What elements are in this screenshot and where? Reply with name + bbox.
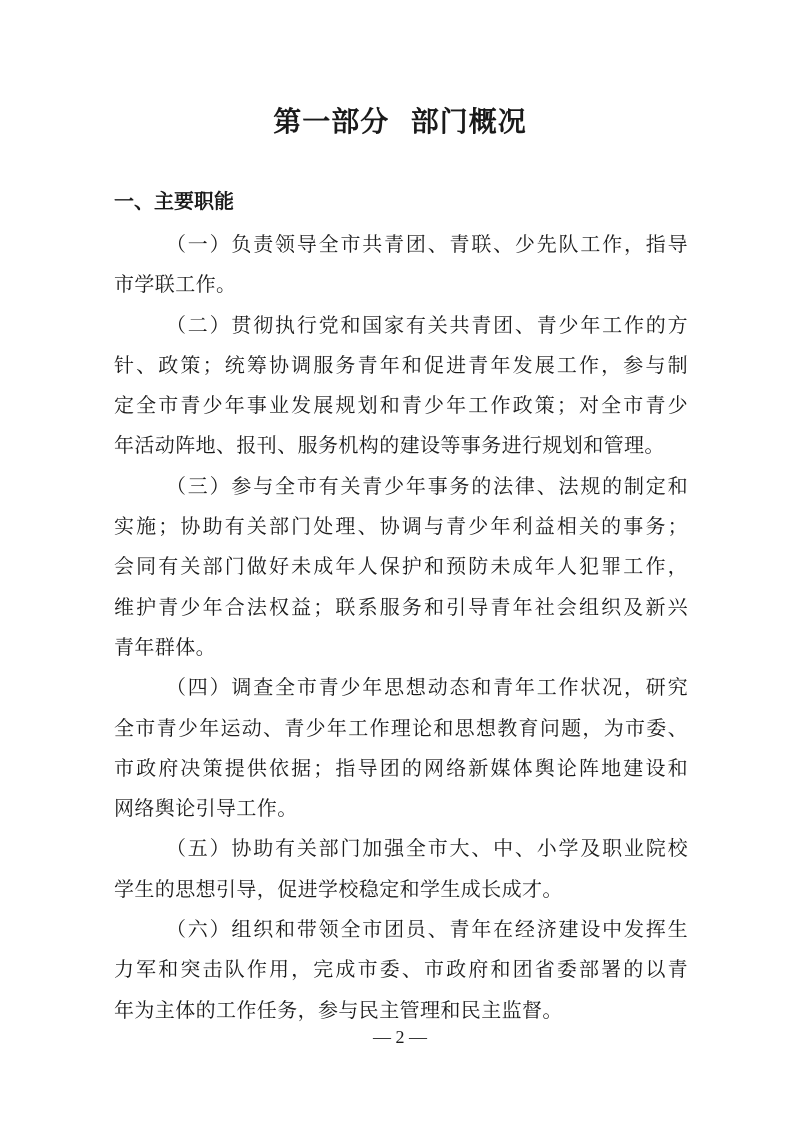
paragraph-line: 年为主体的工作任务，参与民主管理和民主监督。 bbox=[114, 997, 563, 1022]
paragraph-line: 针、政策；统筹协调服务青年和促进青年发展工作，参与制 bbox=[114, 352, 688, 377]
paragraph-line: 会同有关部门做好未成年人保护和预防未成年人犯罪工作， bbox=[114, 554, 688, 579]
paragraph-line: 网络舆论引导工作。 bbox=[114, 796, 298, 821]
paragraph-line: （一）负责领导全市共青团、青联、少先队工作，指导 bbox=[166, 232, 688, 256]
section-heading: 一、主要职能 bbox=[114, 189, 234, 213]
paragraph-line: 维护青少年合法权益；联系服务和引导青年社会组织及新兴 bbox=[114, 594, 688, 619]
page-number: — 2 — bbox=[373, 1027, 427, 1047]
paragraph bbox=[114, 466, 688, 667]
paragraph-line: （五）协助有关部门加强全市大、中、小学及职业院校 bbox=[166, 836, 688, 861]
paragraph-line: 青年群体。 bbox=[114, 634, 216, 659]
paragraph-line: 市学联工作。 bbox=[114, 272, 237, 297]
paragraph-line: 实施；协助有关部门处理、协调与青少年利益相关的事务； bbox=[114, 514, 688, 539]
paragraph-line: （三）参与全市有关青少年事务的法律、法规的制定和 bbox=[166, 473, 688, 498]
paragraph-line: 力军和突击队作用，完成市委、市政府和团省委部署的以青 bbox=[114, 957, 688, 982]
page-title: 第一部分 部门概况 bbox=[273, 105, 527, 138]
paragraph bbox=[114, 667, 688, 828]
paragraph-line: 学生的思想引导，促进学校稳定和学生成长成才。 bbox=[114, 876, 563, 901]
paragraph bbox=[114, 828, 688, 909]
paragraph-line: （六）组织和带领全市团员、青年在经济建设中发挥生 bbox=[166, 917, 688, 942]
document-body bbox=[114, 224, 688, 1030]
paragraph-line: 市政府决策提供依据；指导团的网络新媒体舆论阵地建设和 bbox=[114, 755, 688, 780]
paragraph-line: 年活动阵地、报刊、服务机构的建设等事务进行规划和管理。 bbox=[114, 433, 665, 458]
paragraph-line: 定全市青少年事业发展规划和青少年工作政策；对全市青少 bbox=[114, 393, 688, 418]
paragraph bbox=[114, 909, 688, 1030]
paragraph bbox=[114, 224, 688, 305]
paragraph-line: （二）贯彻执行党和国家有关共青团、青少年工作的方 bbox=[166, 312, 688, 337]
paragraph-line: 全市青少年运动、青少年工作理论和思想教育问题，为市委、 bbox=[114, 715, 688, 740]
paragraph-line: （四）调查全市青少年思想动态和青年工作状况，研究 bbox=[166, 675, 688, 700]
paragraph bbox=[114, 305, 688, 466]
